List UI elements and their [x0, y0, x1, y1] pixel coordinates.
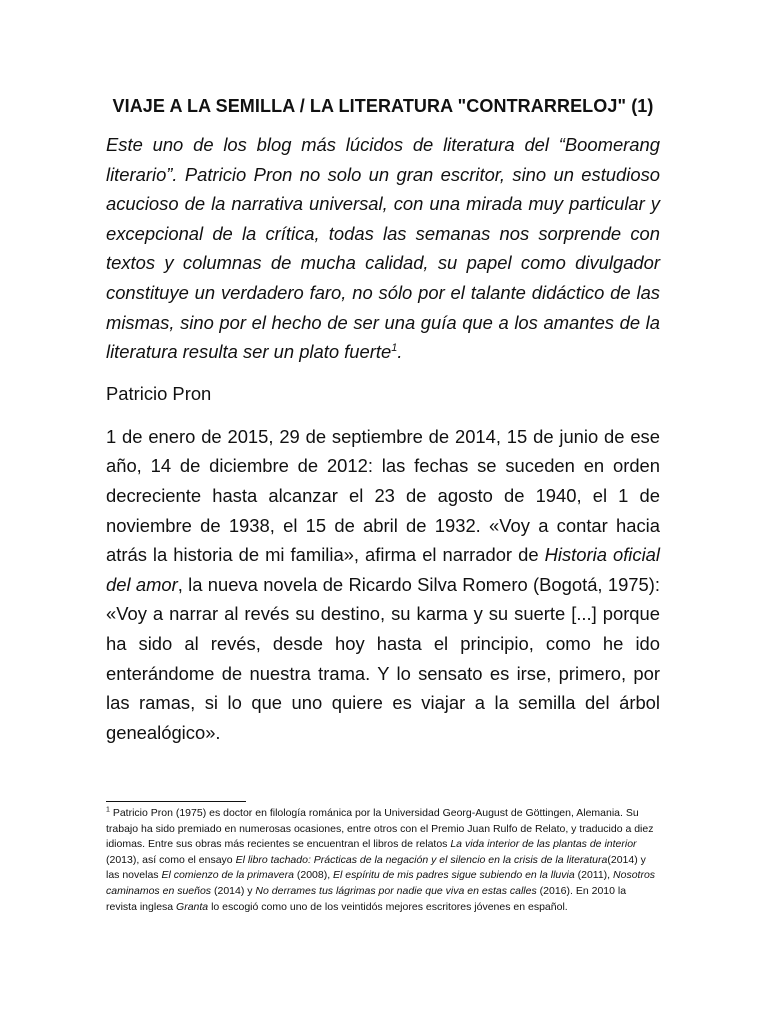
footnote-book-title: El libro tachado: Prácticas de la negación y el silencio en la crisis de la literatura: [235, 853, 608, 866]
book-title: Historia oficial del amor: [106, 544, 660, 595]
body-text-part-2: , la nueva novela de Ricardo Silva Romero (Bogotá, 1975): «Voy a narrar al revés su destino, su karma y su suerte [...] porque ha sido al revés, desde hoy hasta el principio, como he ido enterándome de nuestra trama. Y lo sensato es irse, primero, por las ramas, si lo que uno quiere es viajar a la semilla del árbol genealógico».: [106, 573, 660, 743]
footnote-book-title: No derrames tus lágrimas por nadie que viva en estas calles: [255, 884, 537, 897]
footnote-separator: [106, 801, 246, 802]
footnote-text: (2011),: [574, 869, 614, 882]
intro-text: Este uno de los blog más lúcidos de literatura del “Boomerang literario”. Patricio Pron no solo un gran escritor, sino un estudioso acucioso de la narrativa universal, con una mirada muy particular y excepcional de la crítica, todas las semanas nos sorprende con textos y columnas de mucha calidad, su papel como divulgador constituye un verdadero faro, no sólo por el talante didáctico de las mismas, sino por el hecho de ser una guía que a los amantes de la literatura resulta ser un plato fuerte: [106, 134, 660, 363]
footnote-text: (2013), así como el ensayo: [106, 853, 236, 866]
footnote-text: lo escogió como uno de los veintidós mejores escritores jóvenes en español.: [208, 900, 568, 913]
footnote-text: (2014) y: [211, 884, 256, 897]
footnote-book-title: Nosotros caminamos en sueños: [106, 869, 656, 897]
footnote-text: (2014) y las novelas: [106, 853, 646, 882]
footnote: [106, 806, 656, 915]
footnote-book-title: El comienzo de la primavera: [161, 869, 294, 882]
footnote-text: (2016). En 2010 la revista inglesa: [106, 884, 627, 913]
body-text-part-1: 1 de enero de 2015, 29 de septiembre de 2014, 15 de junio de ese año, 14 de diciembre de 2012: las fechas se suceden en orden decreciente hasta alcanzar el 23 de agosto de 1940, el 1 de noviembre de 1938, el 15 de abril de 1932. «Voy a contar hacia atrás la historia de mi familia», afirma el narrador de: [106, 425, 660, 566]
body-paragraph: [106, 422, 660, 748]
intro-paragraph: [106, 130, 660, 367]
footnote-book-title: La vida interior de las plantas de interior: [450, 838, 637, 851]
footnote-marker: 1: [106, 806, 110, 814]
intro-end: .: [397, 341, 403, 363]
footnote-text: Patricio Pron (1975) es doctor en filología románica por la Universidad Georg-August de Göttingen, Alemania. Su trabajo ha sido premiado en numerosas ocasiones, entre otros con el Premio Juan Rulfo de Relato, y traducido a diez idiomas. Entre sus obras más recientes se encuentran el libros de relatos: [106, 807, 654, 851]
document-title: VIAJE A LA SEMILLA / LA LITERATURA "CONTRARRELOJ" (1): [112, 96, 654, 116]
footnote-text: (2008),: [293, 869, 334, 882]
footnote-book-title: El espíritu de mis padres sigue subiendo en la lluvia: [333, 869, 575, 882]
author-name: Patricio Pron: [106, 382, 212, 404]
footnote-magazine-title: Granta: [176, 900, 209, 913]
footnote-reference[interactable]: 1: [391, 342, 398, 355]
